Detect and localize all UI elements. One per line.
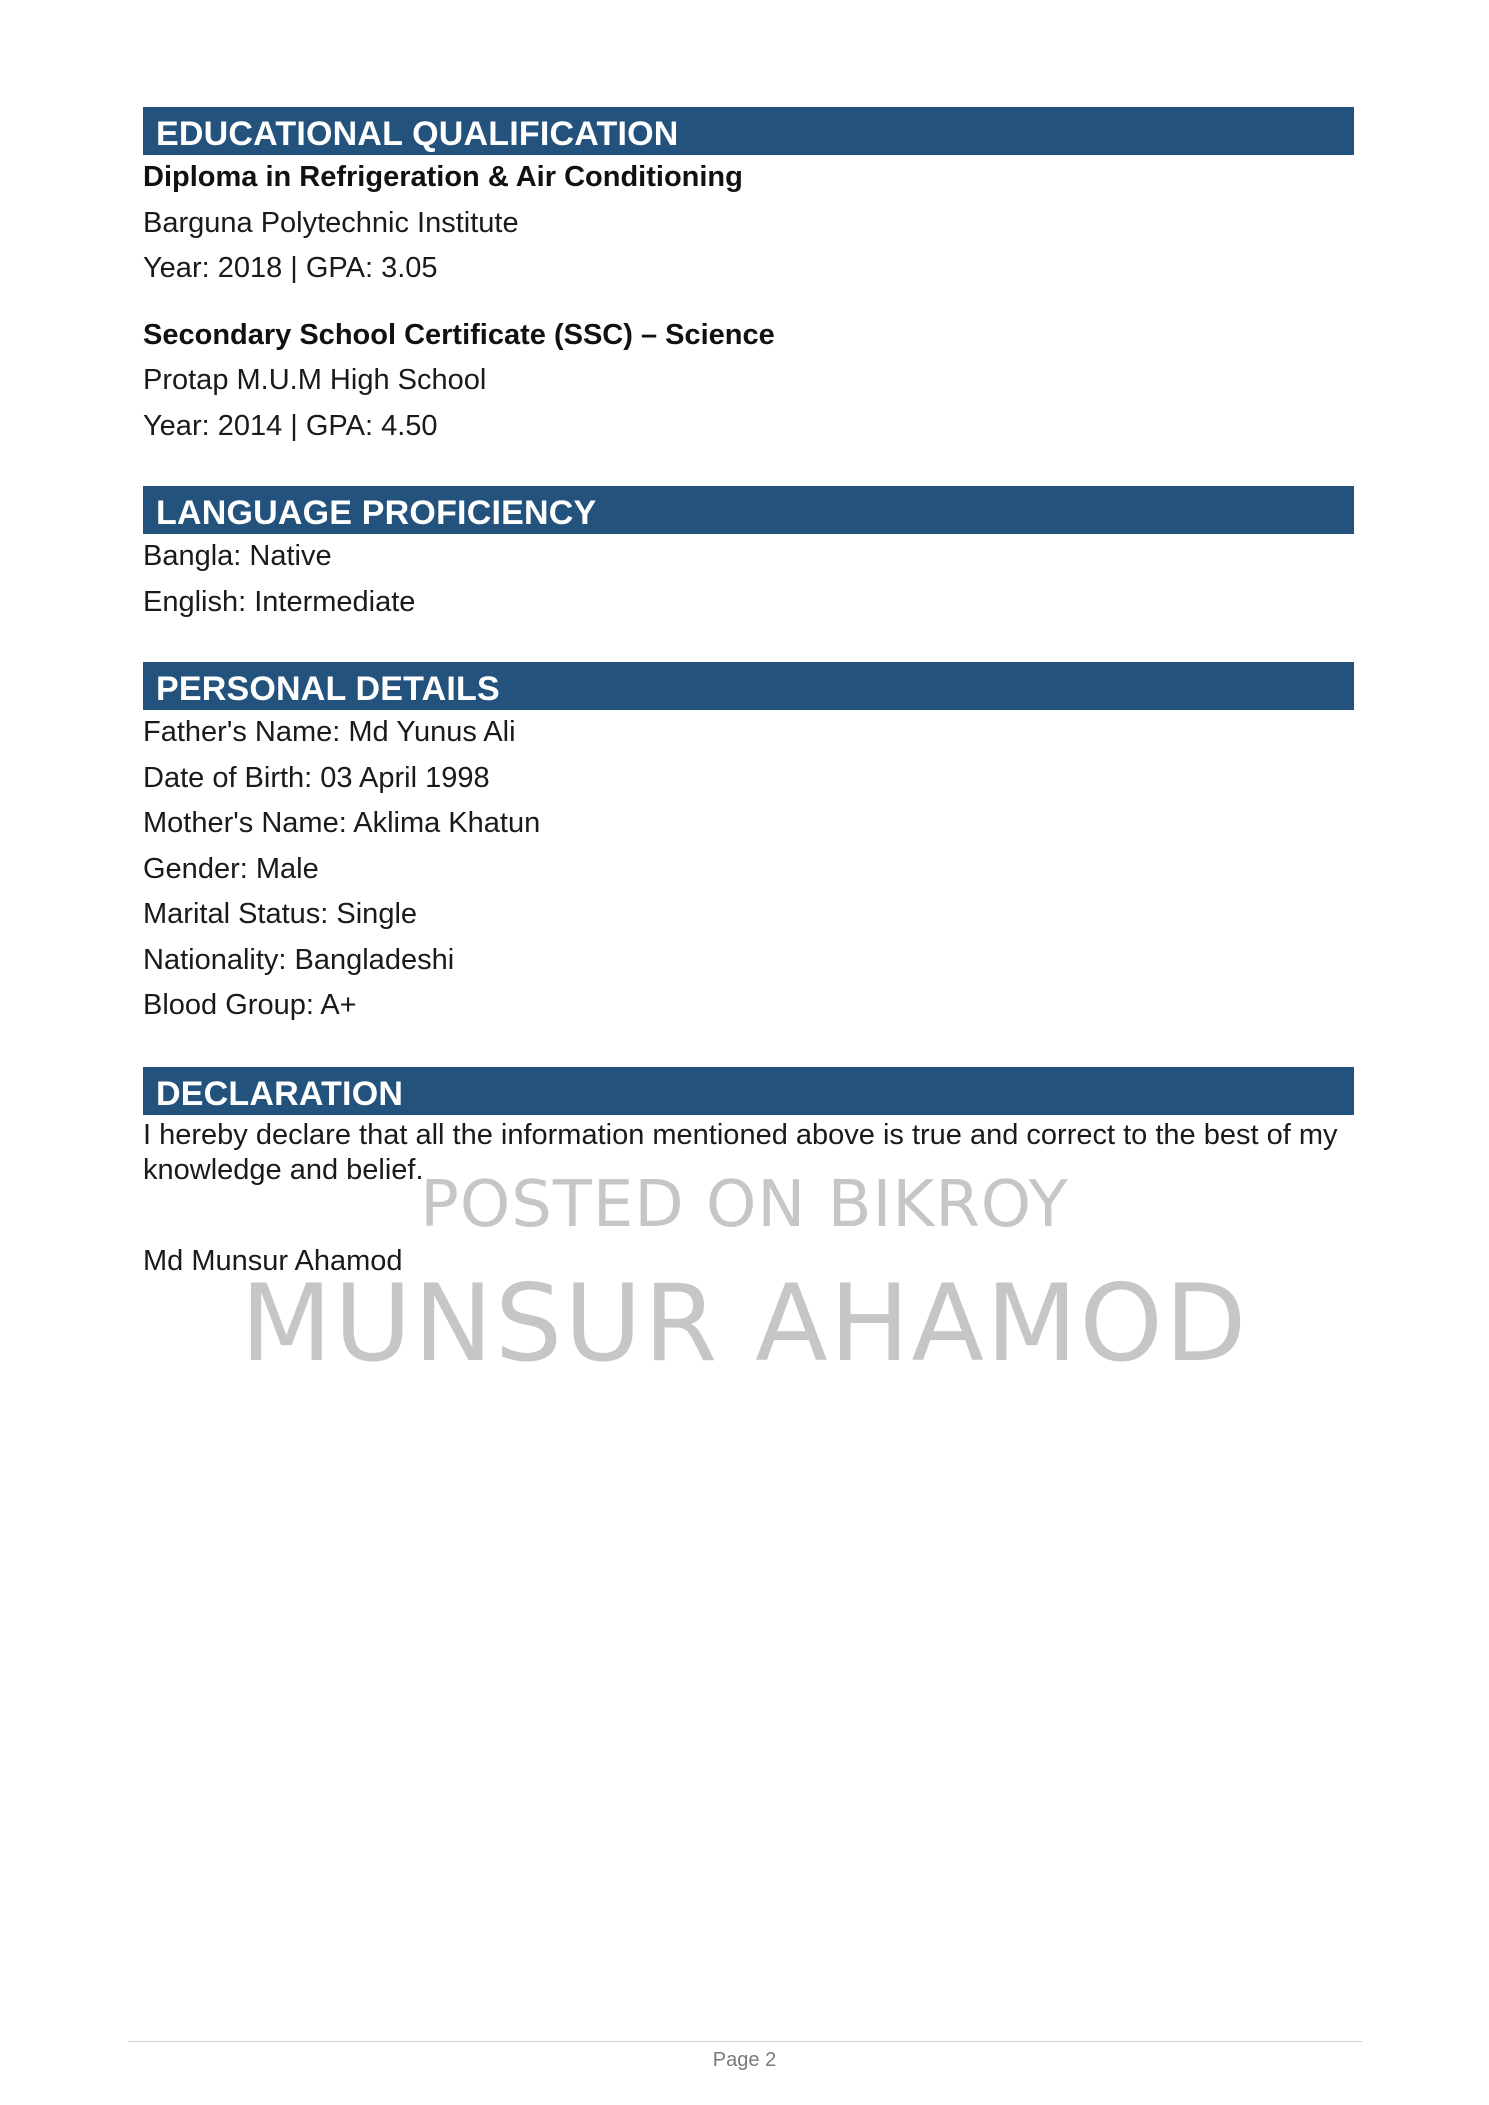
section-spacer: [143, 1029, 1354, 1067]
page-number: Page 2: [712, 2049, 777, 2071]
declaration-section-header: DECLARATION: [143, 1067, 1354, 1115]
language-section-header: LANGUAGE PROFICIENCY: [143, 486, 1354, 534]
language-item: English: Intermediate: [143, 585, 416, 618]
personal-section-header: PERSONAL DETAILS: [143, 662, 1354, 710]
signature-name: Md Munsur Ahamod: [143, 1245, 403, 1277]
personal-detail-item: Blood Group: A+: [143, 989, 357, 1021]
personal-detail-item: Date of Birth: 03 April 1998: [143, 761, 490, 794]
section-spacer: [143, 625, 1354, 662]
education-entry: [143, 313, 1354, 450]
watermark-posted-on: POSTED ON BIKROY: [420, 1168, 1069, 1242]
education-institution: Protap M.U.M High School: [143, 364, 487, 396]
personal-detail-item: Father's Name: Md Yunus Ali: [143, 716, 516, 748]
personal-detail-item: Gender: Male: [143, 852, 319, 885]
education-details: Year: 2014 | GPA: 4.50: [143, 409, 438, 442]
declaration-text: I hereby declare that all the information mentioned above is true and correct to the best of my knowledge and belief.: [143, 1118, 1338, 1186]
language-item: Bangla: Native: [143, 540, 332, 572]
education-institution: Barguna Polytechnic Institute: [143, 206, 519, 239]
footer-divider: [128, 2041, 1362, 2042]
resume-content: [143, 107, 1354, 1188]
education-section-header: EDUCATIONAL QUALIFICATION: [143, 107, 1354, 155]
education-entry: [143, 155, 1354, 292]
personal-detail-item: Nationality: Bangladeshi: [143, 943, 455, 976]
education-degree: Secondary School Certificate (SSC) – Science: [143, 318, 775, 351]
watermark-name: MUNSUR AHAMOD: [240, 1262, 1249, 1385]
personal-detail-item: Mother's Name: Aklima Khatun: [143, 807, 541, 839]
personal-detail-item: Marital Status: Single: [143, 898, 418, 930]
education-degree: Diploma in Refrigeration & Air Conditioning: [143, 161, 743, 193]
education-details: Year: 2018 | GPA: 3.05: [143, 252, 438, 284]
section-spacer: [143, 449, 1354, 486]
